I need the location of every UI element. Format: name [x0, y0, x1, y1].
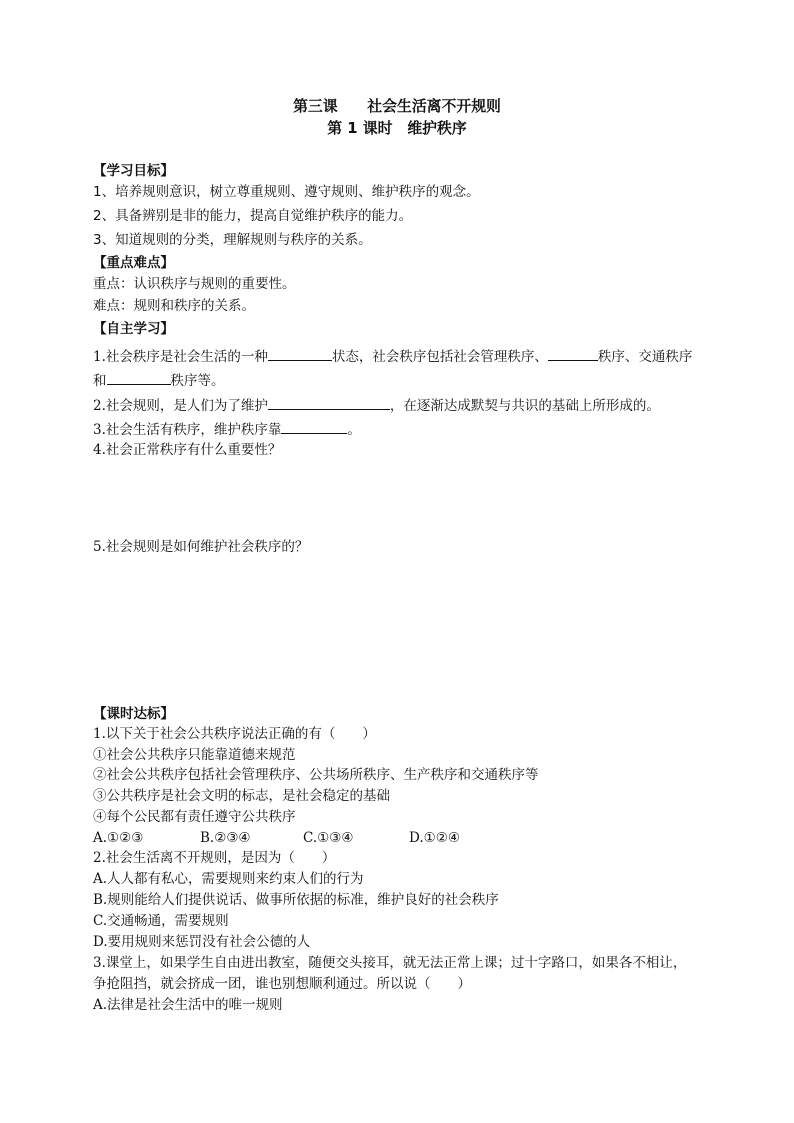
q1-blank-3[interactable] [107, 371, 171, 385]
q1-text-a: 1.社会秩序是社会生活的一种 [93, 349, 268, 365]
objectives-heading: 【学习目标】 [93, 163, 174, 179]
q1-text-c: 秩序、交通秩序 [597, 349, 693, 365]
q2-option-a[interactable]: A.人人都有私心，需要规则来约束人们的行为 [93, 871, 364, 887]
practice-q3-stem-line2: 争抢阻挡，就会挤成一团，谁也别想顺利通过。所以说（ ） [93, 976, 471, 992]
q2-text-a: 2.社会规则，是人们为了维护 [93, 398, 268, 414]
q3-option-a[interactable]: A.法律是社会生活中的唯一规则 [93, 997, 283, 1013]
q1-option-d[interactable]: D.①②④ [409, 830, 460, 846]
self-study-q3 [93, 420, 361, 438]
practice-heading: 【课时达标】 [93, 706, 174, 722]
self-study-q4: 4.社会正常秩序有什么重要性？ [93, 442, 282, 458]
practice-q1-statement-2: ②社会公共秩序包括社会管理秩序、公共场所秩序、生产秩序和交通秩序等 [93, 767, 539, 783]
practice-q1-statement-4: ④每个公民都有责任遵守公共秩序 [93, 809, 296, 825]
q1-text-b: 状态，社会秩序包括社会管理秩序、 [331, 349, 548, 365]
q1-blank-2[interactable] [548, 347, 598, 361]
focus-point: 重点：认识秩序与规则的重要性。 [93, 276, 296, 292]
practice-q1-statement-1: ①社会公共秩序只能靠道德来规范 [93, 747, 296, 763]
q1-blank-1[interactable] [268, 347, 332, 361]
self-study-q2 [93, 396, 660, 414]
q2-text-b: ，在逐渐达成默契与共识的基础上所形成的。 [389, 398, 660, 414]
q2-option-c[interactable]: C.交通畅通，需要规则 [93, 913, 229, 929]
self-study-q5: 5.社会规则是如何维护社会秩序的？ [93, 539, 309, 555]
q3-text-b: 。 [347, 422, 361, 438]
practice-q1-statement-3: ③公共秩序是社会文明的标志，是社会稳定的基础 [93, 788, 390, 804]
q1-text-d: 和 [93, 373, 107, 389]
objective-item-3: 3、知道规则的分类，理解规则与秩序的关系。 [93, 232, 372, 248]
difficulty-point: 难点：规则和秩序的关系。 [93, 298, 255, 314]
q3-blank[interactable] [281, 420, 347, 434]
key-points-heading: 【重点难点】 [93, 255, 174, 271]
practice-q1-stem: 1.以下关于社会公共秩序说法正确的有（ ） [93, 726, 376, 742]
practice-q1-options [93, 832, 460, 846]
lesson-title: 第三课 社会生活离不开规则 [293, 97, 501, 115]
self-study-q1-line1 [93, 347, 692, 365]
objective-item-1: 1、培养规则意识，树立尊重规则、遵守规则、维护秩序的观念。 [93, 184, 480, 200]
q2-blank[interactable] [268, 396, 390, 410]
practice-q2-stem: 2.社会生活离不开规则，是因为（ ） [93, 850, 336, 866]
self-study-heading: 【自主学习】 [93, 321, 174, 337]
q1-text-e: 秩序等。 [170, 373, 225, 389]
q1-option-c[interactable]: C.①③④ [303, 830, 354, 846]
practice-q3-stem-line1: 3.课堂上，如果学生自由进出教室，随便交头接耳，就无法正常上课；过十字路口，如果各不相让， [93, 955, 687, 971]
q2-option-b[interactable]: B.规则能给人们提供说话、做事所依据的标准，维护良好的社会秩序 [93, 892, 499, 908]
self-study-q1-line2 [93, 371, 225, 389]
objective-item-2: 2、具备辨别是非的能力，提高自觉维护秩序的能力。 [93, 208, 413, 224]
q1-option-a[interactable]: A.①②③ [93, 830, 144, 846]
q2-option-d[interactable]: D.要用规则来惩罚没有社会公德的人 [93, 934, 311, 950]
period-title: 第 1 课时 维护秩序 [327, 119, 467, 137]
q1-option-b[interactable]: B.②③④ [200, 830, 251, 846]
q3-text-a: 3.社会生活有秩序，维护秩序靠 [93, 422, 282, 438]
